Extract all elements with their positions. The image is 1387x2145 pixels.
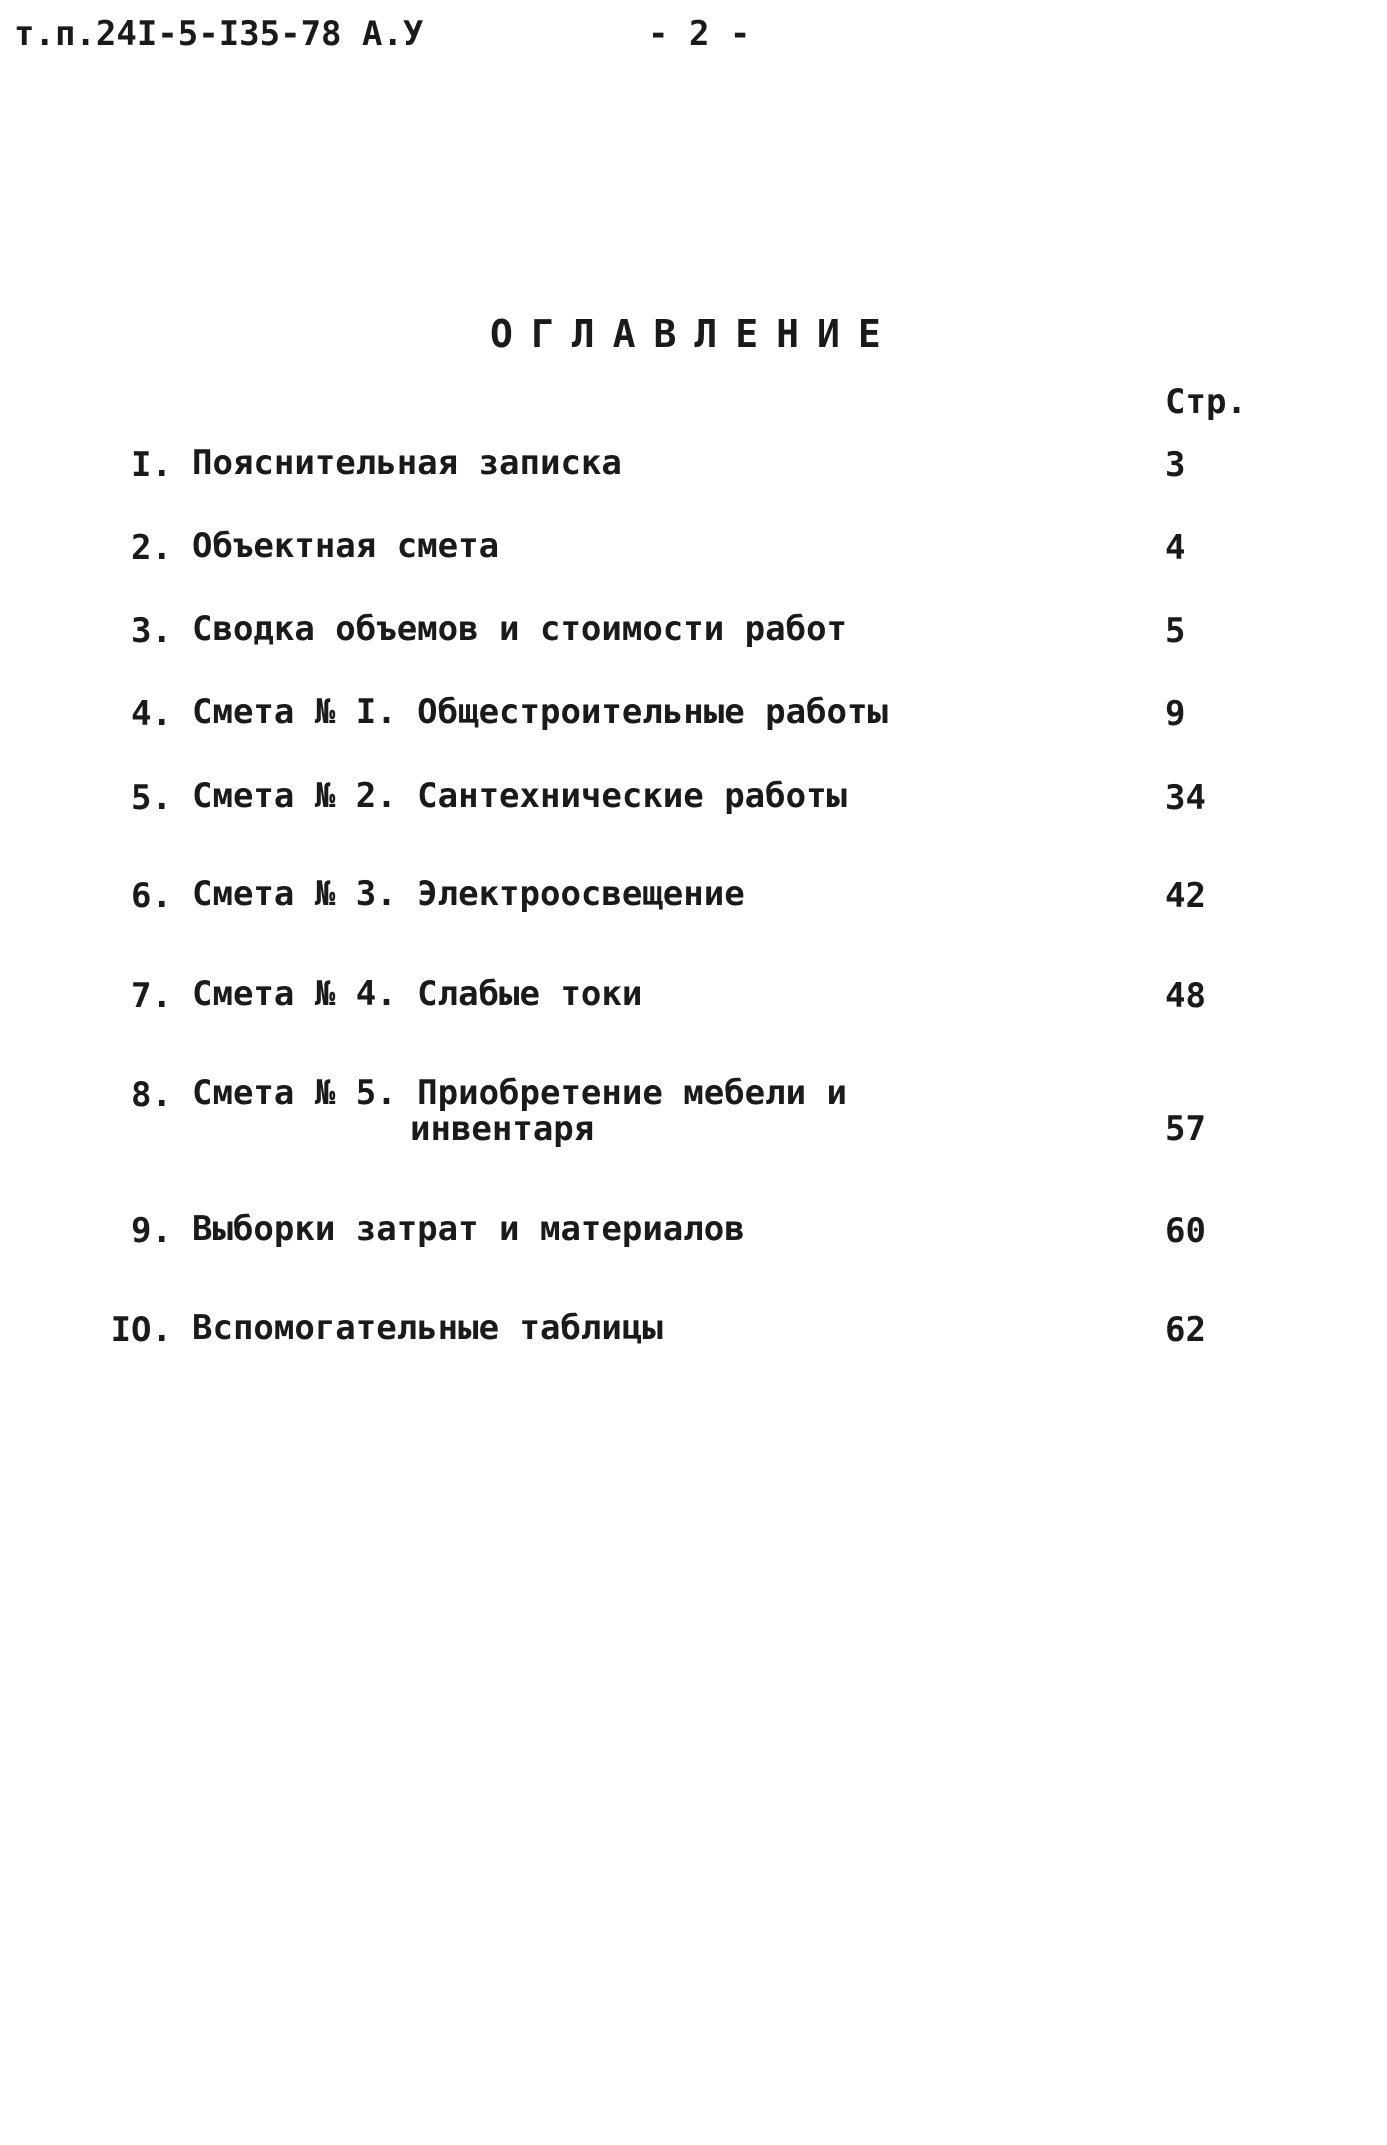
page-number: - 2 -	[648, 14, 751, 54]
toc-entry-title: Смета № 4. Слабые токи	[192, 974, 643, 1014]
toc-entry-title: Смета № 5. Приобретение мебели и инвентаря	[192, 1073, 848, 1149]
toc-entry-number: 8.	[131, 1075, 172, 1115]
toc-entry-number: 3.	[131, 611, 172, 651]
toc-entry-page: 60	[1165, 1211, 1206, 1251]
toc-entry-page: 34	[1165, 778, 1206, 818]
page-column-label: Стр.	[1165, 382, 1247, 422]
toc-entry-title: Сводка объемов и стоимости работ	[192, 609, 848, 649]
toc-entry-page: 48	[1165, 976, 1206, 1016]
toc-entry-title: Смета № I. Общестроительные работы	[192, 692, 888, 732]
toc-entry-title: Вспомогательные таблицы	[192, 1308, 663, 1348]
toc-entry-number: 5.	[131, 778, 172, 818]
toc-entry-title: Объектная смета	[192, 526, 500, 566]
toc-entry-title: Смета № 2. Сантехнические работы	[192, 776, 848, 816]
toc-entry-title: Выборки затрат и материалов	[192, 1209, 745, 1249]
toc-entry-number: 7.	[131, 976, 172, 1016]
toc-entry-number: IO.	[110, 1310, 172, 1350]
toc-entry-page: 9	[1165, 694, 1186, 734]
toc-title: ОГЛАВЛЕНИЕ	[490, 312, 899, 356]
toc-entry-page: 42	[1165, 876, 1206, 916]
toc-entry-title: Пояснительная записка	[192, 443, 622, 483]
toc-entry-title: Смета № 3. Электроосвещение	[192, 874, 745, 914]
toc-entry-number: 9.	[131, 1211, 172, 1251]
toc-entry-page: 57	[1165, 1109, 1206, 1149]
toc-entry-page: 62	[1165, 1310, 1206, 1350]
toc-entry-number: 2.	[131, 528, 172, 568]
toc-entry-number: 6.	[131, 876, 172, 916]
toc-entry-number: I.	[131, 445, 172, 485]
toc-entry-number: 4.	[131, 694, 172, 734]
toc-entry-page: 5	[1165, 611, 1186, 651]
document-code: т.п.24I-5-I35-78 А.У	[14, 14, 424, 54]
toc-entry-page: 3	[1165, 445, 1186, 485]
toc-entry-page: 4	[1165, 528, 1186, 568]
